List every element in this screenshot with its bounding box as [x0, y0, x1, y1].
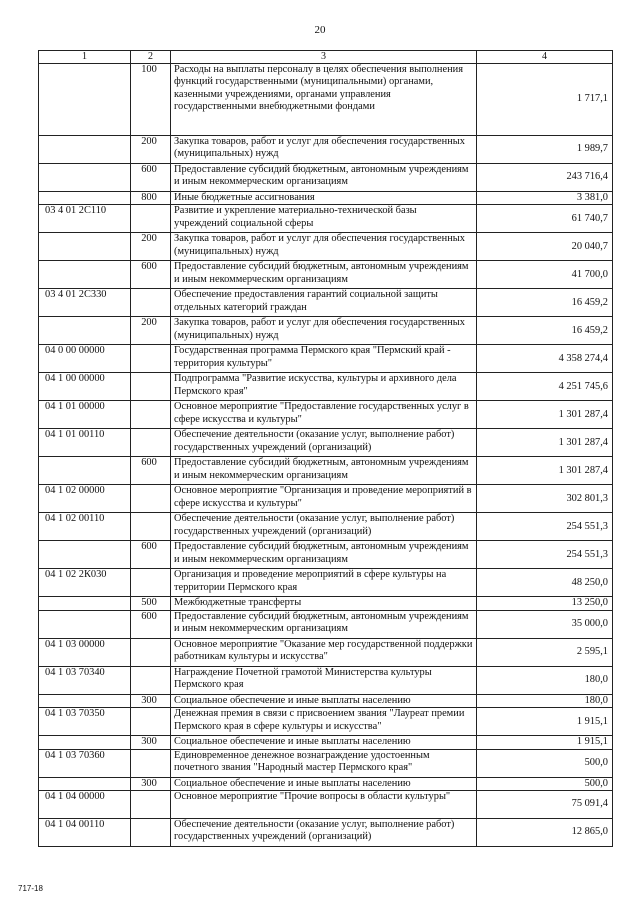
row-expense-type: 800 [131, 192, 171, 205]
row-expense-type [131, 819, 171, 847]
row-code [39, 597, 131, 610]
row-code [39, 541, 131, 569]
row-amount: 13 250,0 [477, 597, 613, 610]
row-expense-type [131, 666, 171, 694]
row-code [39, 192, 131, 205]
row-code: 04 1 02 00110 [39, 513, 131, 541]
row-description: Расходы на выплаты персоналу в целях обеспечения выполнения функций государственными (муниципальными) органами, казенными учреждениями, органами управления государственными внебюджетными фондами [171, 64, 477, 136]
row-description: Закупка товаров, работ и услуг для обеспечения государственных (муниципальных) нужд [171, 233, 477, 261]
row-code [39, 261, 131, 289]
row-amount: 1 717,1 [477, 64, 613, 136]
row-amount: 16 459,2 [477, 289, 613, 317]
row-description: Основное мероприятие "Организация и проведение мероприятий в сфере искусства и культуры" [171, 485, 477, 513]
row-description: Предоставление субсидий бюджетным, автономным учреждениям и иным некоммерческим организациям [171, 457, 477, 485]
row-code: 03 4 01 2С330 [39, 289, 131, 317]
row-code [39, 457, 131, 485]
row-expense-type [131, 638, 171, 666]
row-amount: 20 040,7 [477, 233, 613, 261]
table-row [39, 694, 613, 707]
row-code [39, 610, 131, 638]
row-code [39, 317, 131, 345]
row-expense-type: 600 [131, 610, 171, 638]
table-header-row [39, 51, 613, 64]
page-number: 20 [314, 24, 326, 36]
row-description: Подпрограмма "Развитие искусства, культуры и архивного дела Пермского края" [171, 373, 477, 401]
table-row [39, 569, 613, 597]
table-row [39, 736, 613, 749]
table-row [39, 64, 613, 136]
row-expense-type [131, 205, 171, 233]
row-expense-type: 600 [131, 164, 171, 192]
row-amount: 4 251 745,6 [477, 373, 613, 401]
row-description: Единовременное денежное вознаграждение удостоенным почетного звания "Народный мастер Пермского края" [171, 749, 477, 777]
row-code [39, 694, 131, 707]
row-expense-type: 200 [131, 317, 171, 345]
table-row [39, 345, 613, 373]
row-amount: 254 551,3 [477, 541, 613, 569]
row-description: Организация и проведение мероприятий в сфере культуры на территории Пермского края [171, 569, 477, 597]
row-amount: 1 989,7 [477, 136, 613, 164]
row-amount: 500,0 [477, 749, 613, 777]
row-expense-type: 600 [131, 261, 171, 289]
table-row [39, 136, 613, 164]
table-row [39, 791, 613, 819]
row-amount: 180,0 [477, 666, 613, 694]
row-code: 04 1 02 00000 [39, 485, 131, 513]
row-code: 04 0 00 00000 [39, 345, 131, 373]
row-amount: 16 459,2 [477, 317, 613, 345]
row-expense-type: 200 [131, 233, 171, 261]
row-description: Государственная программа Пермского края "Пермский край - территория культуры" [171, 345, 477, 373]
row-code: 03 4 01 2С110 [39, 205, 131, 233]
row-expense-type [131, 429, 171, 457]
row-description: Социальное обеспечение и иные выплаты населению [171, 694, 477, 707]
row-description: Межбюджетные трансферты [171, 597, 477, 610]
table-row [39, 749, 613, 777]
row-expense-type: 300 [131, 736, 171, 749]
row-amount: 41 700,0 [477, 261, 613, 289]
row-expense-type: 500 [131, 597, 171, 610]
row-code: 04 1 04 00000 [39, 791, 131, 819]
row-expense-type [131, 791, 171, 819]
table-row [39, 261, 613, 289]
row-description: Обеспечение деятельности (оказание услуг, выполнение работ) государственных учреждений (организаций) [171, 819, 477, 847]
row-description: Обеспечение деятельности (оказание услуг, выполнение работ) государственных учреждений (организаций) [171, 429, 477, 457]
table-row [39, 485, 613, 513]
row-amount: 12 865,0 [477, 819, 613, 847]
row-description: Социальное обеспечение и иные выплаты населению [171, 777, 477, 790]
row-expense-type [131, 485, 171, 513]
row-description: Основное мероприятие "Предоставление государственных услуг в сфере искусства и культуры" [171, 401, 477, 429]
row-amount: 1 301 287,4 [477, 429, 613, 457]
row-code: 04 1 02 2К030 [39, 569, 131, 597]
row-amount: 75 091,4 [477, 791, 613, 819]
table-row [39, 666, 613, 694]
row-description: Основное мероприятие "Прочие вопросы в области культуры" [171, 791, 477, 819]
row-expense-type [131, 513, 171, 541]
row-code [39, 136, 131, 164]
row-description: Иные бюджетные ассигнования [171, 192, 477, 205]
row-amount: 2 595,1 [477, 638, 613, 666]
row-expense-type [131, 289, 171, 317]
row-amount: 3 381,0 [477, 192, 613, 205]
row-expense-type [131, 401, 171, 429]
row-expense-type: 300 [131, 694, 171, 707]
row-expense-type: 200 [131, 136, 171, 164]
table-row [39, 638, 613, 666]
row-amount: 4 358 274,4 [477, 345, 613, 373]
row-description: Предоставление субсидий бюджетным, автономным учреждениям и иным некоммерческим организациям [171, 164, 477, 192]
row-expense-type: 100 [131, 64, 171, 136]
table-row [39, 777, 613, 790]
table-row [39, 373, 613, 401]
table-body [39, 64, 613, 847]
row-description: Обеспечение деятельности (оказание услуг, выполнение работ) государственных учреждений (организаций) [171, 513, 477, 541]
table-row [39, 819, 613, 847]
row-expense-type: 600 [131, 457, 171, 485]
table-row [39, 205, 613, 233]
document-code: 717-18 [18, 884, 43, 893]
table-row [39, 317, 613, 345]
row-code: 04 1 03 70340 [39, 666, 131, 694]
row-description: Закупка товаров, работ и услуг для обеспечения государственных (муниципальных) нужд [171, 136, 477, 164]
row-code [39, 233, 131, 261]
row-amount: 1 915,1 [477, 708, 613, 736]
row-description: Основное мероприятие "Оказание мер государственной поддержки работникам культуры и искусства" [171, 638, 477, 666]
table-row [39, 541, 613, 569]
row-description: Денежная премия в связи с присвоением звания "Лауреат премии Пермского края в сфере культуры и искусства" [171, 708, 477, 736]
row-amount: 1 301 287,4 [477, 457, 613, 485]
row-description: Предоставление субсидий бюджетным, автономным учреждениям и иным некоммерческим организациям [171, 541, 477, 569]
table-row [39, 610, 613, 638]
row-amount: 254 551,3 [477, 513, 613, 541]
row-amount: 180,0 [477, 694, 613, 707]
row-code: 04 1 01 00000 [39, 401, 131, 429]
row-code [39, 164, 131, 192]
row-description: Развитие и укрепление материально-технической базы учреждений социальной сферы [171, 205, 477, 233]
row-expense-type [131, 373, 171, 401]
column-header-2: 2 [131, 51, 171, 64]
row-amount: 61 740,7 [477, 205, 613, 233]
row-amount: 48 250,0 [477, 569, 613, 597]
row-description: Предоставление субсидий бюджетным, автономным учреждениям и иным некоммерческим организациям [171, 261, 477, 289]
table-row [39, 429, 613, 457]
table-row [39, 457, 613, 485]
row-code: 04 1 03 70360 [39, 749, 131, 777]
row-code [39, 777, 131, 790]
row-code: 04 1 03 00000 [39, 638, 131, 666]
row-amount: 243 716,4 [477, 164, 613, 192]
table-row [39, 513, 613, 541]
row-expense-type [131, 708, 171, 736]
table-row [39, 192, 613, 205]
row-description: Награждение Почетной грамотой Министерства культуры Пермского края [171, 666, 477, 694]
budget-table [38, 50, 613, 847]
table-row [39, 233, 613, 261]
table-row [39, 289, 613, 317]
row-amount: 302 801,3 [477, 485, 613, 513]
table-row [39, 401, 613, 429]
row-code: 04 1 00 00000 [39, 373, 131, 401]
row-description: Закупка товаров, работ и услуг для обеспечения государственных (муниципальных) нужд [171, 317, 477, 345]
row-expense-type: 300 [131, 777, 171, 790]
row-code [39, 736, 131, 749]
table-row [39, 597, 613, 610]
row-expense-type [131, 569, 171, 597]
column-header-3: 3 [171, 51, 477, 64]
column-header-4: 4 [477, 51, 613, 64]
row-description: Обеспечение предоставления гарантий социальной защиты отдельных категорий граждан [171, 289, 477, 317]
row-amount: 500,0 [477, 777, 613, 790]
row-expense-type: 600 [131, 541, 171, 569]
row-expense-type [131, 749, 171, 777]
row-code: 04 1 03 70350 [39, 708, 131, 736]
row-description: Социальное обеспечение и иные выплаты населению [171, 736, 477, 749]
table-row [39, 164, 613, 192]
row-code [39, 64, 131, 136]
row-amount: 1 915,1 [477, 736, 613, 749]
row-amount: 1 301 287,4 [477, 401, 613, 429]
table-row [39, 708, 613, 736]
row-expense-type [131, 345, 171, 373]
row-code: 04 1 01 00110 [39, 429, 131, 457]
row-amount: 35 000,0 [477, 610, 613, 638]
row-code: 04 1 04 00110 [39, 819, 131, 847]
row-description: Предоставление субсидий бюджетным, автономным учреждениям и иным некоммерческим организациям [171, 610, 477, 638]
column-header-1: 1 [39, 51, 131, 64]
